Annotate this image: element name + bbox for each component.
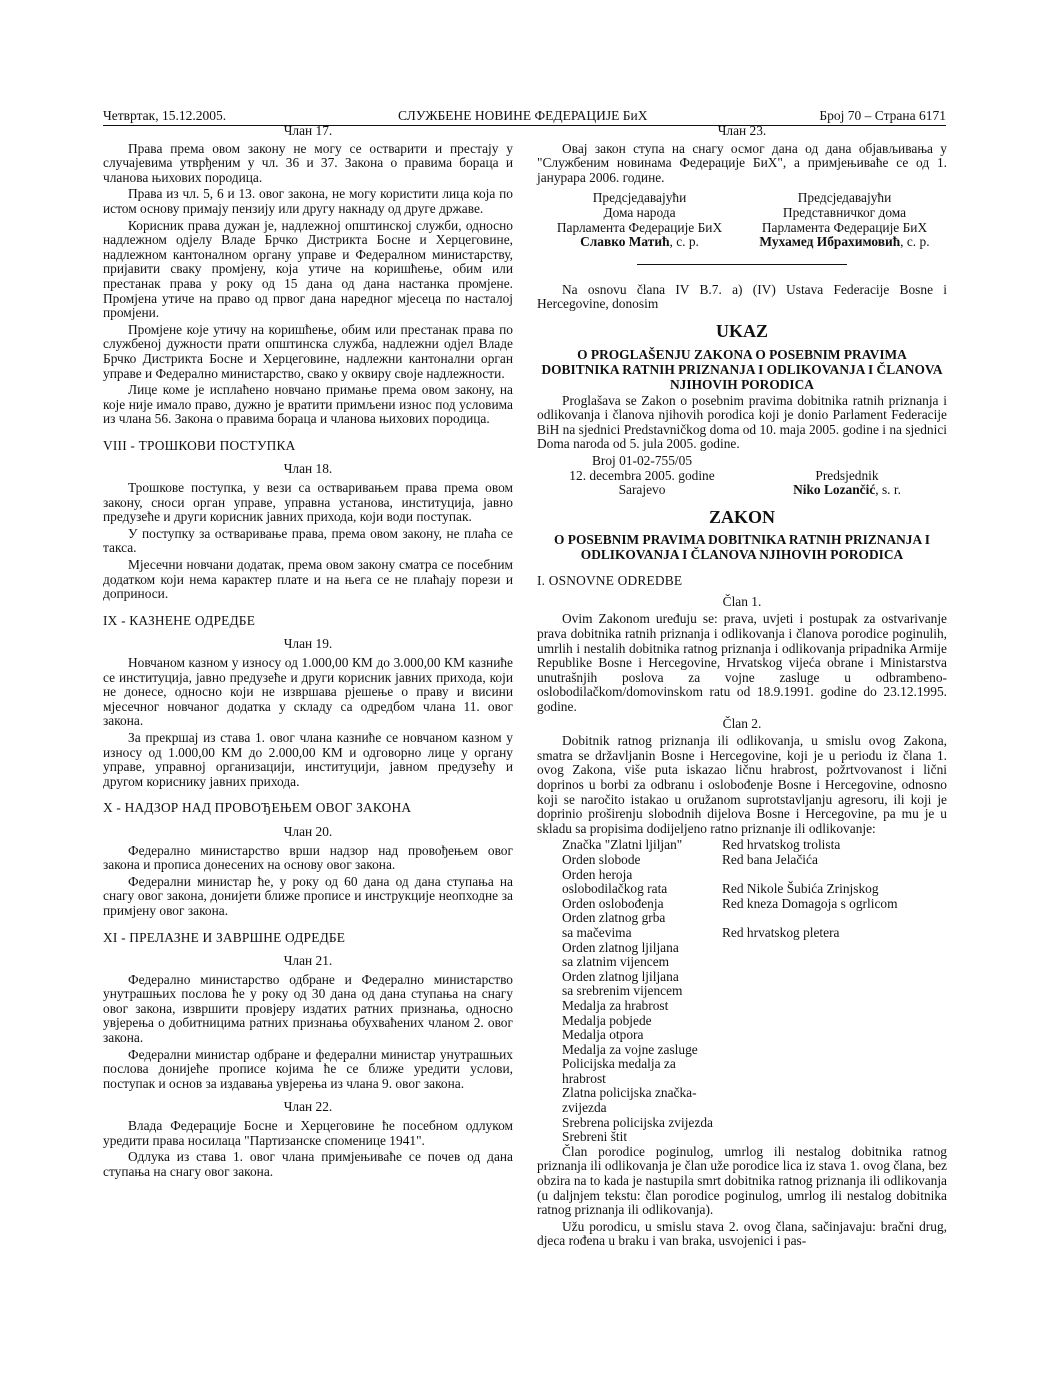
section-1-heading: I. OSNOVNE ODREDBE [537, 573, 683, 589]
article-22-para-2: Одлука из става 1. овог члана примјењиваће се почев од дана ступања на снагу овог закона. [103, 1149, 513, 1179]
decoration-right [722, 984, 947, 999]
decoration-right [722, 1086, 947, 1115]
article-20-para-2: Федерални министар ће, у року од 60 дана од дана ступања на снагу овог закона, донијети ближе прописе и инструкције неопходне за примјену овог закона. [103, 873, 513, 918]
article-2-heading: Član 2. [722, 715, 762, 731]
decoration-right [722, 999, 947, 1014]
law-signatures [537, 191, 947, 249]
decoration-row [562, 1057, 947, 1086]
decree-number: Broj 01-02-755/05 [591, 452, 693, 468]
decoration-right [722, 1028, 947, 1043]
article-17-para-1: Права према овом закону не могу се остварити и престају у случајевима утврђеним у чл. 36 и 37. Закона о правима бораца и чланова њихових породица. [103, 140, 513, 185]
decoration-right [722, 941, 947, 956]
decoration-left: Policijska medalja za hrabrost [562, 1056, 676, 1086]
decoration-row [562, 1014, 947, 1029]
article-17-para-2: Права из чл. 5, 6 и 13. овог закона, не могу користити лица која по истом основу примају пензију или другу накнаду од друге државе. [103, 186, 513, 216]
law-title: O POSEBNIM PRAVIMA DOBITNIKA RATNIH PRIZNANJA I ODLIKOVANJA I ČLANOVA NJIHOVIH PORODICA [554, 532, 930, 563]
article-22-para-1: Влада Федерације Босне и Херцеговине ће посебном одлуком уредити права носилаца "Партизанске споменице 1941". [103, 1118, 513, 1148]
decoration-right [722, 1057, 947, 1086]
decoration-left: sa zlatnim vijencem [562, 954, 670, 970]
article-18-para-1: Трошкове поступка, у вези са остваривањем права према овом закону, сноси орган управе, управна установа, институција, јавно предузеће и други корисник јавних прихода, који води поступак. [103, 480, 513, 525]
signature-name-line [537, 235, 742, 250]
decree-text: Proglašava se Zakon o posebnim pravima dobitnika ratnih priznanja i odlikovanja i članova njihovih porodica koji je donio Parlament Federacije BiH na sjednici Predstavničkog doma od 10. maja 2005. godine i na sjednici Doma naroda od 5. jula 2005. godine. [537, 392, 947, 452]
signature-role: Предсједавајући [592, 190, 687, 206]
decoration-left: Medalja za vojne zasluge [562, 1041, 698, 1057]
signatory-suffix: , s. r. [875, 482, 901, 498]
decoration-row [562, 970, 947, 985]
decoration-right: Red hrvatskog trolista [722, 837, 841, 853]
right-column [537, 124, 947, 1251]
header-issue-page: Број 70 – Страна 6171 [819, 108, 946, 123]
decoration-left: Medalja pobjede [562, 1012, 652, 1028]
decree-signature-block [537, 454, 947, 498]
signature-role: Предсједавајући [797, 190, 892, 206]
decree-place: Sarajevo [618, 482, 666, 498]
decoration-right: Red bana Jelačića [722, 851, 818, 867]
decoration-row [562, 1086, 947, 1115]
signatory-name-line [747, 483, 947, 498]
decoration-left: Zlatna policijska značka-zvijezda [562, 1085, 697, 1116]
signature-house-of-representatives [742, 191, 947, 249]
decoration-row [562, 1116, 947, 1131]
article-2-para-1: Dobitnik ratnog priznanja ili odlikovanja, u smislu ovog Zakona, smatra se državljanin Bosne i Hercegovine, koji je u periodu iz člana 1. ovog Zakona, više puta iskazao ličnu hrabrost, požrtvovanost i lični doprinos u borbi za odbranu i oslobođenje Bosne i Hercegovine, odnosno koji se naročito istakao u oružanom suprotstavljanju agresoru, ili koji je doprinio proširenju slobodnih dijelova Bosne i Hercegovine, pa mu je u skladu sa propisima dodijeljeno ratno priznanje ili odlikovanje: [537, 733, 947, 836]
decoration-right [722, 970, 947, 985]
article-17-para-3: Корисник права дужан је, надлежној општинској служби, односно надлежном одјелу Владе Брчко Дистрикта Босне и Херцеговине, надлежном кантоналном органу управе и Федералном министарству, пријавити сваку промјену, која утиче на коришћење, обим или престанак права у року од 15 дана од дана настанка промјене. Промјена утиче на право од првог дана наредног мјесеца по насталој промјени. [103, 217, 513, 321]
signature-body: Дома народа [603, 204, 676, 220]
decoration-left: oslobodilačkog rata [562, 881, 668, 897]
decoration-left: Orden slobode [562, 851, 641, 867]
separator-rule [637, 264, 847, 265]
decoration-left: Srebreni štit [562, 1129, 628, 1145]
signature-parliament: Парламента Федерације БиХ [761, 219, 928, 235]
decoration-row [562, 868, 947, 883]
article-21-para-2: Федерални министар одбране и федерални министар унутрашњих послова донијеће прописе којима ће се ближе уредити услови, поступак и основ за издавања увјерења из члана 9. овог закона. [103, 1046, 513, 1091]
decree-reference [537, 454, 747, 498]
article-23-heading: Члан 23. [717, 123, 767, 138]
decoration-row [562, 838, 947, 853]
decoration-left: Orden zlatnog grba [562, 910, 666, 926]
signature-body: Представничког дома [782, 204, 907, 220]
decoration-row [562, 941, 947, 956]
decoration-right [722, 955, 947, 970]
article-19-para-2: За прекршај из става 1. овог члана казниће се новчаном казном у износу од 1.000,00 КМ до 2.000,00 КМ и одговорно лице у органу управе, управној организацији, институцији, јавном предузећу и другом кориснику јавних прихода. [103, 729, 513, 789]
article-18-para-2: У поступку за остваривање права, према овом закону, не плаћа се такса. [103, 525, 513, 556]
article-20-heading: Члан 20. [283, 823, 333, 839]
decoration-row [562, 1130, 947, 1145]
page-header [103, 106, 946, 126]
article-18-para-3: Мјесечни новчани додатак, према овом закону сматра се посебним додатком који нема карактер плате и на њега се не плаћају порези и доприноси. [103, 557, 513, 602]
decoration-row [562, 897, 947, 912]
left-column [103, 124, 513, 1181]
article-19-para-1: Новчаном казном у износу од 1.000,00 КМ до 3.000,00 КМ казниће се институција, јавно предузеће и други корисник јавних прихода, који не донесе, односно који не извршава рјешење о праву и висини мјесечног новчаног додатка у складу са одредбом члана 11. овог закона. [103, 655, 513, 729]
article-2-para-3: Užu porodicu, u smislu stava 2. ovog člana, sačinjavaju: bračni drug, djeca rođena u braku i van braka, usvojenici i pas- [537, 1218, 947, 1249]
article-23-para-1: Овај закон ступа на снагу осмог дана од дана објављивања у "Службеним новинама Федерације БиХ", а примјењиваће се од 1. јанурара 2006. године. [537, 140, 947, 185]
decoration-left: sa mačevima [562, 924, 632, 940]
decree-heading: UKAZ [715, 320, 768, 341]
decoration-left: Orden heroja [562, 866, 633, 882]
article-21-heading: Члан 21. [283, 953, 333, 969]
decoration-left: Značka "Zlatni ljiljan" [562, 837, 683, 853]
decoration-right [722, 1014, 947, 1029]
decoration-left: Medalja za hrabrost [562, 997, 669, 1013]
decoration-left: Orden zlatnog ljiljana [562, 939, 679, 955]
decoration-left: Orden oslobođenja [562, 895, 664, 911]
article-18-heading: Члан 18. [283, 461, 333, 477]
decoration-row [562, 882, 947, 897]
decoration-left: sa srebrenim vijencem [562, 983, 683, 999]
decoration-right [722, 1043, 947, 1058]
decoration-right [722, 1116, 947, 1131]
article-1-heading: Član 1. [722, 593, 762, 609]
signature-suffix: , с. р. [669, 234, 699, 250]
article-2-para-2: Član porodice poginulog, umrlog ili nestalog dobitnika ratnog priznanja ili odlikovanja je član uže porodice lica iz stava 1. ovog člana, bez obzira na to kada je nastupila smrt dobitnika ratnog priznanja ili odlikovanja (u daljnjem tekstu: član porodice poginulog, umrlog ili nestalog dobitnika ratnog priznanja ili odlikovanja). [537, 1143, 947, 1218]
decoration-row [562, 984, 947, 999]
decoration-right [722, 868, 947, 883]
section-9-heading: IX - КАЗНЕНЕ ОДРЕДБЕ [103, 612, 256, 628]
signatory-name: Niko Lozančić [793, 482, 876, 498]
decree-signatory [747, 454, 947, 498]
decree-intro: Na osnovu člana IV B.7. a) (IV) Ustava Federacije Bosne i Hercegovine, donosim [537, 281, 947, 312]
decoration-row [562, 955, 947, 970]
article-22-heading: Члан 22. [283, 1099, 333, 1115]
decoration-row [562, 999, 947, 1014]
signature-house-of-peoples [537, 191, 742, 249]
article-1-para-1: Ovim Zakonom uređuju se: prava, uvjeti i postupak za ostvarivanje prava dobitnika ratnih priznanja i odlikovanja i članova porodice poginulih, umrlih i nestalih dobitnika ratnog priznanja i odlikovanja pripadnika Armije Republike Bosne i Hercegovine, Hrvatskog vijeća obrane i Ministarstva unutrašnjih poslova za vojne zasluge u odbrambeno-oslobodilačkom/domovinskom ratu od 18.9.1991. godine do 23.12.1995. godine. [537, 611, 947, 715]
decoration-right [722, 1130, 947, 1145]
decoration-left: Srebrena policijska zvijezda [562, 1114, 713, 1130]
article-17-heading: Члан 17. [283, 123, 333, 138]
decorations-list [562, 838, 947, 1144]
article-19-heading: Члан 19. [283, 636, 333, 652]
article-17-para-5: Лице коме је исплаћено новчано примање према овом закону, на које није имало право, дужно је вратити примљени износ под условима из члана 56. Закона о правима бораца и чланова њихових породица. [103, 382, 513, 427]
decoration-left: Medalja otpora [562, 1027, 644, 1043]
decoration-right: Red hrvatskog pletera [722, 924, 840, 940]
decoration-row [562, 1028, 947, 1043]
decoration-row [562, 853, 947, 868]
law-heading: ZAKON [708, 506, 775, 527]
article-17-para-4: Промјене које утичу на коришћење, обим или престанак права по службеној дужности прати општинска служба, надлежни одјел Владе Брчко Дистрикта Босне и Херцеговине, надлежни кантонални орган управе и Федерално министарство, свако у оквиру своје надлежности. [103, 321, 513, 381]
header-date: Четвртак, 15.12.2005. [103, 108, 227, 123]
signature-name-line [742, 235, 947, 250]
decoration-row [562, 911, 947, 926]
section-10-heading: X - НАДЗОР НАД ПРОВОЂЕЊЕМ ОВОГ ЗАКОНА [103, 800, 412, 816]
article-20-para-1: Федерално министарство врши надзор над провођењем овог закона и прописа донесених на основу овог закона. [103, 842, 513, 873]
decree-title: O PROGLAŠENJU ZAKONA O POSEBNIM PRAVIMA DOBITNIKA RATNIH PRIZNANJA I ODLIKOVANJA I ČLANOVA NJIHOVIH PORODICA [541, 346, 943, 392]
decoration-left: Orden zlatnog ljiljana [562, 968, 679, 984]
header-publication: СЛУЖБЕНЕ НОВИНЕ ФЕДЕРАЦИЈЕ БиХ [398, 108, 648, 123]
signature-suffix: , с. р. [900, 234, 930, 250]
section-11-heading: XI - ПРЕЛАЗНЕ И ЗАВРШНЕ ОДРЕДБЕ [103, 929, 346, 945]
decree-date: 12. decembra 2005. godine [569, 467, 715, 483]
signatory-role: Predsjednik [815, 467, 879, 483]
decoration-row [562, 926, 947, 941]
decoration-right: Red Nikole Šubića Zrinjskog [722, 881, 879, 897]
article-21-para-1: Федерално министарство одбране и Федерално министарство унутрашњих послова ће у року од 30 дана од дана ступања на снагу овог закона, извршити провјеру издатих ратних признања, односно увјерења о добитницима ратних признања обухваћених чланом 2. овог закона. [103, 971, 513, 1046]
signature-parliament: Парламента Федерације БиХ [556, 219, 723, 235]
decoration-right [722, 911, 947, 926]
decoration-row [562, 1043, 947, 1058]
decoration-right: Red kneza Domagoja s ogrlicom [722, 895, 898, 911]
section-8-heading: VIII - ТРОШКОВИ ПОСТУПКА [103, 437, 296, 453]
signature-name: Славко Матић [580, 234, 670, 250]
signature-name: Мухамед Ибрахимовић [759, 234, 901, 250]
